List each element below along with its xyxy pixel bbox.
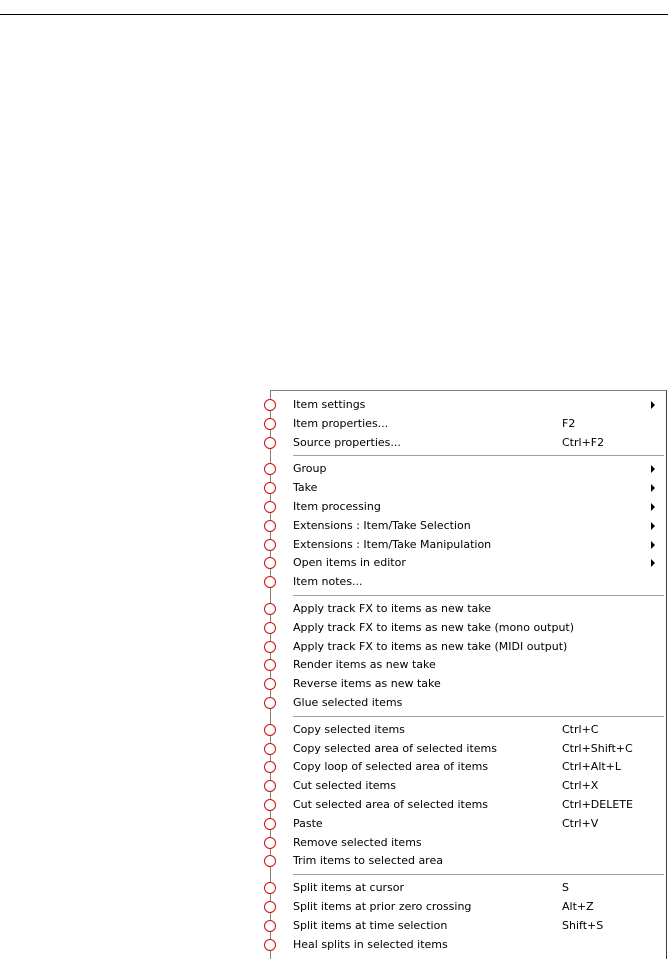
menu-item-label: Item notes... <box>293 575 363 589</box>
menu-separator <box>293 874 664 875</box>
menu-item-label: Heal splits in selected items <box>293 937 448 951</box>
submenu-arrow-icon <box>651 401 655 409</box>
menu-item-split-items-at-cursor[interactable] <box>271 879 666 897</box>
menu-separator <box>293 455 664 456</box>
menu-item-shortcut: Ctrl+C <box>562 722 599 736</box>
menu-item-label: Copy loop of selected area of items <box>293 760 489 774</box>
menu-item-label: Reverse items as new take <box>293 677 441 691</box>
submenu-arrow-icon <box>651 541 655 549</box>
circle-marker-icon <box>264 818 276 830</box>
circle-marker-icon <box>264 780 276 792</box>
circle-marker-icon <box>264 855 276 867</box>
menu-item-trim-items-to-selected-area[interactable] <box>271 852 666 870</box>
circle-marker-icon <box>264 482 276 494</box>
circle-marker-icon <box>264 463 276 475</box>
circle-marker-icon <box>264 501 276 513</box>
menu-item-shortcut: Ctrl+F2 <box>562 435 605 449</box>
menu-item-extensions-item-take-selection[interactable] <box>271 517 666 535</box>
circle-marker-icon <box>264 697 276 709</box>
menu-item-label: Paste <box>293 816 323 830</box>
menu-item-label: Item processing <box>293 500 381 513</box>
menu-item-extensions-item-take-manipulation[interactable] <box>271 536 666 554</box>
menu-item-split-items-at-time-selection[interactable] <box>271 917 666 935</box>
menu-item-label: Remove selected items <box>293 835 422 849</box>
menu-item-item-properties[interactable] <box>271 415 666 433</box>
menu-item-apply-track-fx-to-items-as-new-take-mono-output[interactable] <box>271 619 666 637</box>
menu-item-copy-selected-area-of-selected-items[interactable] <box>271 740 666 758</box>
circle-marker-icon <box>264 520 276 532</box>
circle-marker-icon <box>264 743 276 755</box>
menu-item-paste[interactable] <box>271 815 666 833</box>
menu-item-render-items-as-new-take[interactable] <box>271 656 666 674</box>
circle-marker-icon <box>264 641 276 653</box>
menu-item-open-items-in-editor[interactable] <box>271 554 666 572</box>
menu-item-label: Extensions : Item/Take Manipulation <box>293 537 492 551</box>
circle-marker-icon <box>264 603 276 615</box>
circle-marker-icon <box>264 724 276 736</box>
menu-item-copy-loop-of-selected-area-of-items[interactable] <box>271 758 666 776</box>
menu-item-label: Split items at time selection <box>293 918 448 932</box>
menu-item-shortcut: F2 <box>562 416 576 430</box>
menu-item-copy-selected-items[interactable] <box>271 721 666 739</box>
menu-item-remove-selected-items[interactable] <box>271 834 666 852</box>
submenu-arrow-icon <box>651 522 655 530</box>
circle-marker-icon <box>264 882 276 894</box>
menu-item-split-items-at-prior-zero-crossing[interactable] <box>271 898 666 916</box>
circle-marker-icon <box>264 437 276 449</box>
menu-item-label: Item properties... <box>293 416 389 430</box>
menu-item-label: Copy selected area of selected items <box>293 741 497 755</box>
menu-separator <box>293 595 664 596</box>
menu-item-reverse-items-as-new-take[interactable] <box>271 675 666 693</box>
circle-marker-icon <box>264 399 276 411</box>
circle-marker-icon <box>264 761 276 773</box>
menu-item-label: Trim items to selected area <box>293 854 443 868</box>
menu-item-shortcut: Ctrl+X <box>562 779 599 793</box>
menu-item-label: Cut selected items <box>293 779 396 793</box>
menu-item-label: Split items at prior zero crossing <box>293 900 472 913</box>
circle-marker-icon <box>264 799 276 811</box>
menu-item-source-properties[interactable] <box>271 434 666 452</box>
menu-item-label: Apply track FX to items as new take (mono output) <box>293 620 575 634</box>
menu-item-shortcut: Alt+Z <box>562 900 594 913</box>
menu-item-apply-track-fx-to-items-as-new-take-midi-output[interactable] <box>271 638 666 656</box>
menu-item-label: Copy selected items <box>293 722 405 736</box>
menu-item-item-notes[interactable] <box>271 573 666 591</box>
submenu-arrow-icon <box>651 484 655 492</box>
circle-marker-icon <box>264 901 276 913</box>
menu-item-label: Render items as new take <box>293 658 436 672</box>
menu-item-label: Extensions : Item/Take Selection <box>293 518 471 532</box>
menu-item-apply-track-fx-to-items-as-new-take[interactable] <box>271 600 666 618</box>
menu-item-label: Open items in editor <box>293 556 406 570</box>
circle-marker-icon <box>264 539 276 551</box>
menu-item-label: Apply track FX to items as new take <box>293 602 492 615</box>
menu-item-label: Group <box>293 462 327 476</box>
menu-item-shortcut: S <box>562 881 569 895</box>
menu-item-label: Source properties... <box>293 435 401 449</box>
submenu-arrow-icon <box>651 465 655 473</box>
menu-item-glue-selected-items[interactable] <box>271 694 666 712</box>
submenu-arrow-icon <box>651 559 655 567</box>
circle-marker-icon <box>264 920 276 932</box>
circle-marker-icon <box>264 418 276 430</box>
menu-item-shortcut: Ctrl+Shift+C <box>562 741 633 755</box>
menu-item-cut-selected-area-of-selected-items[interactable] <box>271 796 666 814</box>
menu-item-shortcut: Ctrl+V <box>562 816 599 830</box>
menu-separator <box>293 716 664 717</box>
menu-item-shortcut: Ctrl+DELETE <box>562 798 633 811</box>
circle-marker-icon <box>264 557 276 569</box>
menu-item-label: Glue selected items <box>293 696 403 709</box>
menu-item-heal-splits-in-selected-items[interactable] <box>271 936 666 954</box>
circle-marker-icon <box>264 939 276 951</box>
menu-item-label: Cut selected area of selected items <box>293 798 489 811</box>
menu-item-item-processing[interactable] <box>271 498 666 516</box>
menu-item-label: Take <box>293 481 318 495</box>
menu-item-label: Split items at cursor <box>293 881 405 895</box>
menu-item-shortcut: Shift+S <box>562 918 604 932</box>
circle-marker-icon <box>264 622 276 634</box>
menu-item-shortcut: Ctrl+Alt+L <box>562 760 622 774</box>
page-top-rule <box>0 14 668 15</box>
circle-marker-icon <box>264 837 276 849</box>
circle-marker-icon <box>264 576 276 588</box>
menu-item-take[interactable] <box>271 479 666 497</box>
menu-item-label: Apply track FX to items as new take (MIDI output) <box>293 639 568 653</box>
circle-marker-icon <box>264 678 276 690</box>
submenu-arrow-icon <box>651 503 655 511</box>
menu-item-label: Item settings <box>293 398 366 411</box>
menu-item-cut-selected-items[interactable] <box>271 777 666 795</box>
menu-item-group[interactable] <box>271 460 666 478</box>
menu-item-item-settings[interactable] <box>271 396 666 414</box>
circle-marker-icon <box>264 659 276 671</box>
item-context-menu <box>270 390 667 959</box>
